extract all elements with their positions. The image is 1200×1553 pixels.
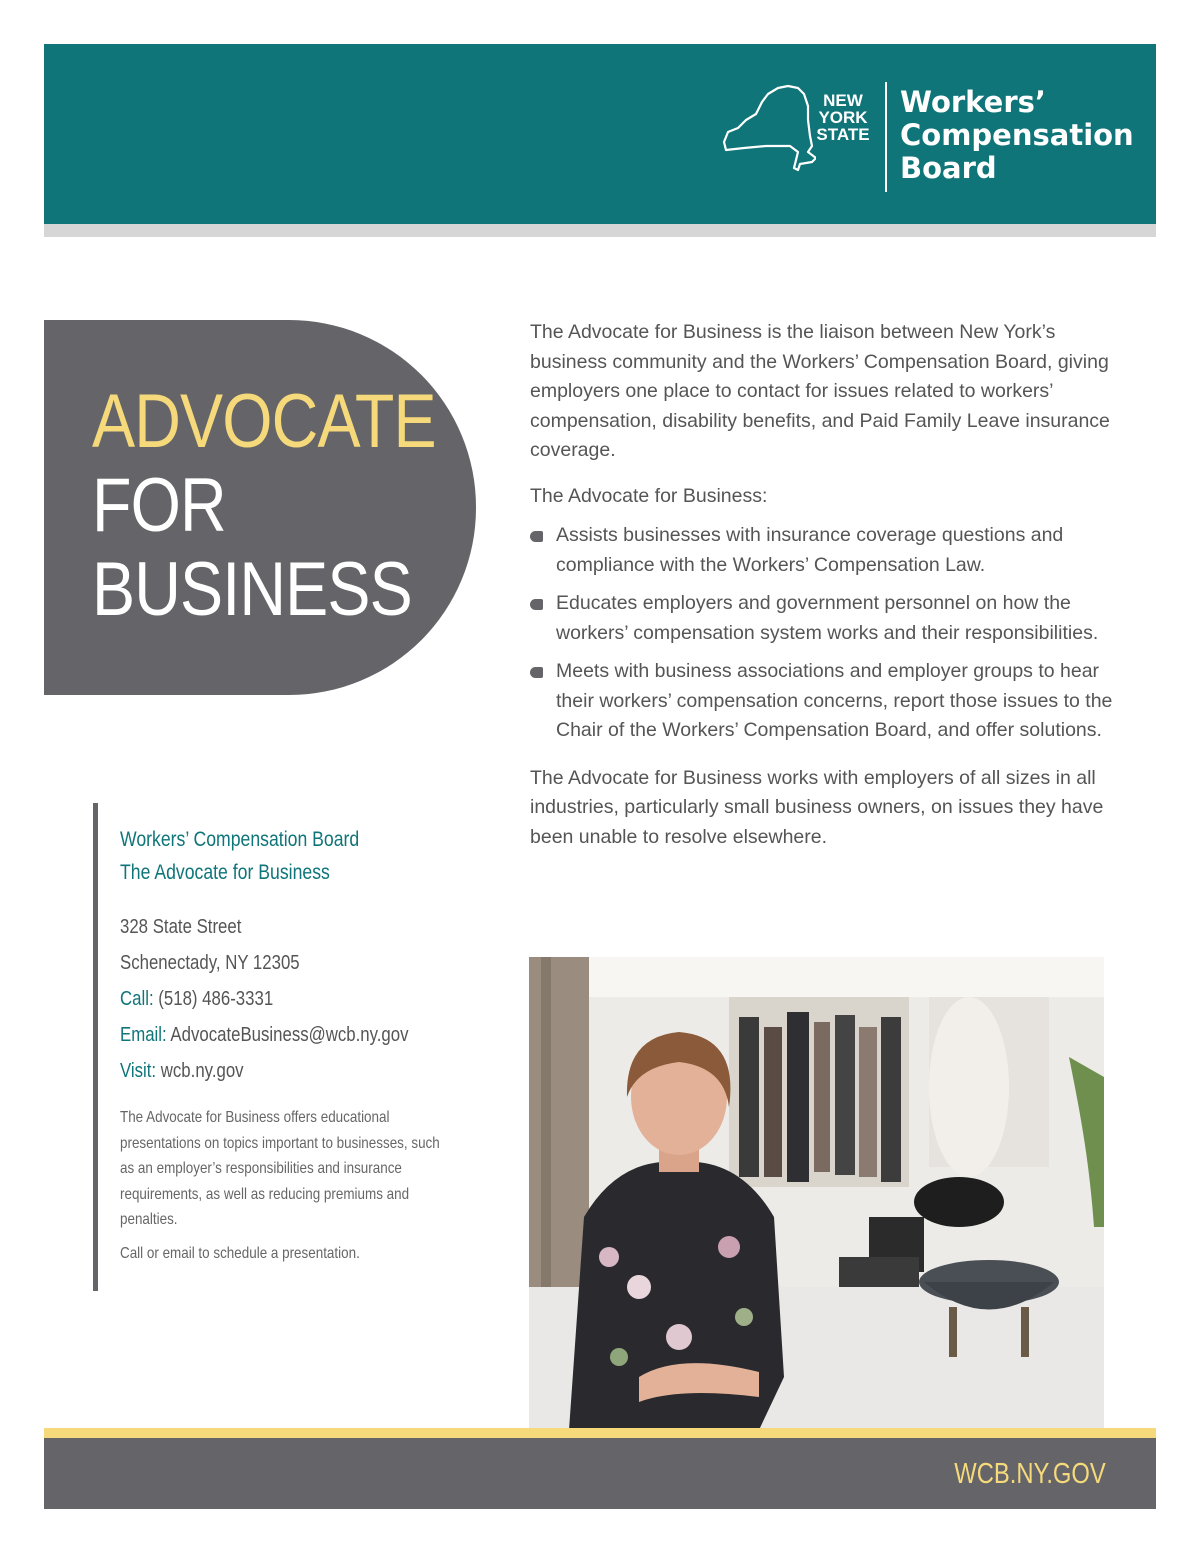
board-name-line: Workers’ — [900, 85, 1046, 119]
state-line: STATE — [816, 125, 870, 144]
contact-block — [120, 823, 460, 1266]
new-york-state-map-icon — [716, 80, 816, 172]
bullet-icon — [530, 531, 543, 542]
presentation-note: The Advocate for Business offers educational presentations on topics important to businesses, such as an employer’s responsibilities and insurance requirements, as well as reducing premiums and penalties. — [120, 1109, 440, 1228]
main-content — [530, 318, 1115, 868]
list-item-text: Educates employers and government personnel on how the workers’ compensation system works and their responsibilities. — [556, 592, 1099, 644]
services-list — [530, 521, 1115, 746]
address-city: Schenectady, NY 12305 — [120, 952, 300, 974]
bullet-icon — [530, 599, 543, 610]
email-line — [120, 1017, 409, 1053]
contact-org: Workers’ Compensation Board — [120, 828, 360, 851]
closing-paragraph: The Advocate for Business works with employers of all sizes in all industries, particularly small business owners, on issues they have been unable to resolve elsewhere. — [530, 766, 1104, 848]
header-shadow — [44, 224, 1156, 237]
title-line-for: FOR — [92, 463, 226, 548]
list-item — [530, 657, 1115, 746]
bullet-icon — [530, 667, 543, 678]
board-name — [900, 86, 1134, 185]
contact-accent-bar — [93, 803, 98, 1291]
address-street: 328 State Street — [120, 916, 242, 938]
list-item-text: Meets with business associations and employer groups to hear their workers’ compensation concerns, report those issues to the Chair of the Workers’ Compensation Board, and offer solutions. — [556, 660, 1113, 741]
state-line: YORK — [818, 108, 868, 127]
list-item — [530, 521, 1115, 580]
title-line-business: BUSINESS — [92, 547, 412, 632]
phone-link[interactable]: (518) 486-3331 — [158, 988, 274, 1010]
footer-bar — [44, 1438, 1156, 1509]
email-label: Email: — [120, 1024, 167, 1046]
state-line: NEW — [823, 91, 863, 110]
website-label: Visit: — [120, 1060, 157, 1082]
logo-divider — [885, 82, 887, 192]
website-line — [120, 1053, 406, 1089]
intro-paragraph: The Advocate for Business is the liaison between New York’s business community and the Workers’ Compensation Board, giving employers one place to contact for issues related to workers’ compensation, disability benefits, and Paid Family Leave insurance coverage. — [530, 321, 1110, 461]
list-item-text: Assists businesses with insurance coverage questions and compliance with the Workers’ Compensation Law. — [556, 524, 1064, 576]
website-link[interactable]: wcb.ny.gov — [160, 1060, 244, 1082]
phone-line — [120, 981, 406, 1017]
presentation-cta: Call or email to schedule a presentation. — [120, 1244, 360, 1262]
footer-accent-line — [44, 1428, 1156, 1438]
footer-website-link[interactable]: WCB.NY.GOV — [954, 1458, 1106, 1490]
new-york-state-wordmark — [808, 92, 878, 143]
contact-dept: The Advocate for Business — [120, 861, 330, 884]
list-heading: The Advocate for Business: — [530, 484, 768, 507]
list-item — [530, 589, 1115, 648]
board-name-line: Compensation — [900, 118, 1134, 152]
title-line-advocate: ADVOCATE — [92, 379, 436, 464]
board-name-line: Board — [900, 151, 997, 185]
page-title — [92, 380, 436, 632]
business-owner-photo — [529, 957, 1104, 1430]
phone-label: Call: — [120, 988, 154, 1010]
email-link[interactable]: AdvocateBusiness@wcb.ny.gov — [170, 1024, 409, 1046]
